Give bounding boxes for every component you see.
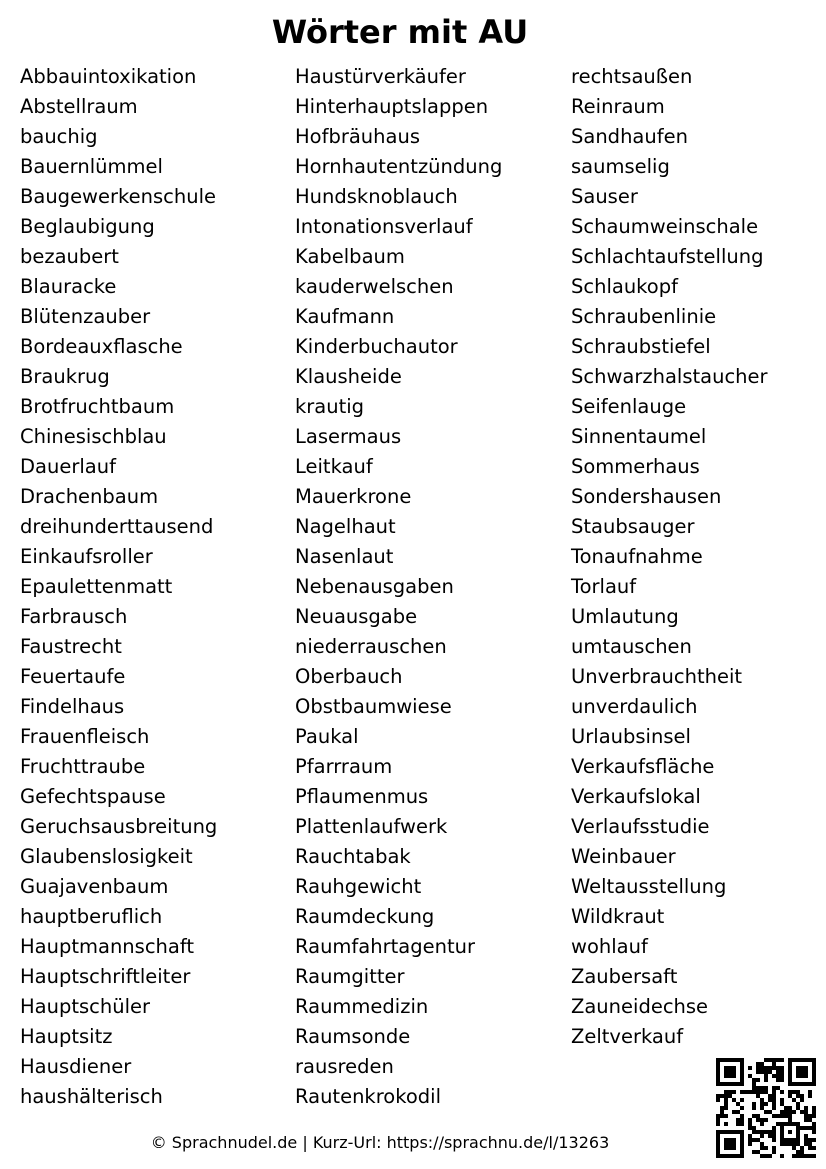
word-item: Verkaufsfläche [571,755,715,778]
word-item: Raumfahrtagentur [295,935,475,958]
word-item: Fruchttraube [20,755,146,778]
word-item: Sauser [571,185,638,208]
word-item: Hornhautentzündung [295,155,503,178]
word-item: Schwarzhalstaucher [571,365,768,388]
word-item: Abbauintoxikation [20,65,197,88]
word-item: Epaulettenmatt [20,575,173,598]
word-item: Frauenfleisch [20,725,150,748]
word-item: umtauschen [571,635,692,658]
word-item: Rautenkrokodil [295,1085,441,1108]
word-item: Pfarrraum [295,755,393,778]
word-item: Farbrausch [20,605,128,628]
word-item: Haustürverkäufer [295,65,466,88]
word-item: Zauneidechse [571,995,709,1018]
word-item: Braukrug [20,365,110,388]
word-item: Beglaubigung [20,215,155,238]
word-item: Bauernlümmel [20,155,163,178]
word-item: Leitkauf [295,455,373,478]
word-item: Tonaufnahme [571,545,703,568]
word-item: Zeltverkauf [571,1025,684,1048]
word-item: Hofbräuhaus [295,125,420,148]
word-item: Rauchtabak [295,845,411,868]
word-item: Blauracke [20,275,117,298]
word-item: Intonationsverlauf [295,215,473,238]
word-column-3 [571,62,826,1052]
word-item: Unverbrauchtheit [571,665,743,688]
word-item: krautig [295,395,365,418]
word-item: Verlaufsstudie [571,815,710,838]
word-item: Torlauf [571,575,637,598]
word-item: Zaubersaft [571,965,678,988]
word-item: Sommerhaus [571,455,700,478]
word-item: Kaufmann [295,305,395,328]
word-item: Klausheide [295,365,402,388]
word-item: Raumdeckung [295,905,435,928]
word-item: Hauptsitz [20,1025,113,1048]
word-item: Drachenbaum [20,485,159,508]
word-item: Geruchsausbreitung [20,815,218,838]
word-item: Neuausgabe [295,605,418,628]
word-item: dreihunderttausend [20,515,214,538]
word-item: Einkaufsroller [20,545,153,568]
word-item: Glaubenslosigkeit [20,845,193,868]
word-item: Schlachtaufstellung [571,245,764,268]
word-item: Findelhaus [20,695,125,718]
word-item: Abstellraum [20,95,138,118]
word-item: Staubsauger [571,515,695,538]
word-item: Sandhaufen [571,125,688,148]
word-item: bezaubert [20,245,119,268]
word-item: Schlaukopf [571,275,678,298]
word-item: Hundsknoblauch [295,185,458,208]
word-item: hauptberuflich [20,905,163,928]
word-item: Urlaubsinsel [571,725,691,748]
word-item: Feuertaufe [20,665,126,688]
word-item: Weinbauer [571,845,676,868]
word-item: unverdaulich [571,695,698,718]
word-item: Wildkraut [571,905,665,928]
word-item: Chinesischblau [20,425,167,448]
word-item: Obstbaumwiese [295,695,452,718]
word-item: Pflaumenmus [295,785,429,808]
word-item: Brotfruchtbaum [20,395,175,418]
word-item: kauderwelschen [295,275,454,298]
word-item: saumselig [571,155,670,178]
word-item: Paukal [295,725,359,748]
word-item: Raumgitter [295,965,405,988]
word-item: Blütenzauber [20,305,151,328]
word-item: rausreden [295,1055,394,1078]
word-item: Hauptschriftleiter [20,965,191,988]
word-item: Weltausstellung [571,875,727,898]
word-item: Dauerlauf [20,455,116,478]
word-item: Schraubenlinie [571,305,717,328]
word-item: Sinnentaumel [571,425,707,448]
word-item: Nasenlaut [295,545,394,568]
word-item: Nebenausgaben [295,575,454,598]
word-item: Gefechtspause [20,785,166,808]
word-column-2 [295,62,565,1112]
word-item: Schraubstiefel [571,335,711,358]
word-item: Guajavenbaum [20,875,169,898]
word-item: Lasermaus [295,425,402,448]
word-item: Hauptmannschaft [20,935,195,958]
word-item: rechtsaußen [571,65,693,88]
word-item: niederrauschen [295,635,447,658]
word-item: Hausdiener [20,1055,132,1078]
word-column-1 [20,62,290,1112]
footer-credit[interactable]: © Sprachnudel.de | Kurz-Url: https://sprachnu.de/l/13263 [150,1133,610,1152]
word-item: Rauhgewicht [295,875,422,898]
word-item: Hauptschüler [20,995,151,1018]
word-item: wohlauf [571,935,648,958]
word-item: Bordeauxflasche [20,335,183,358]
word-item: Baugewerkenschule [20,185,216,208]
word-item: Umlautung [571,605,679,628]
word-item: Plattenlaufwerk [295,815,448,838]
word-item: Kabelbaum [295,245,405,268]
word-item: bauchig [20,125,98,148]
word-item: Seifenlauge [571,395,687,418]
word-item: Faustrecht [20,635,122,658]
word-item: Raummedizin [295,995,429,1018]
word-item: Nagelhaut [295,515,396,538]
word-item: Mauerkrone [295,485,412,508]
word-item: Verkaufslokal [571,785,701,808]
word-item: Oberbauch [295,665,403,688]
word-item: Raumsonde [295,1025,411,1048]
word-item: Kinderbuchautor [295,335,458,358]
word-item: Reinraum [571,95,665,118]
qr-code-icon[interactable] [716,1058,816,1158]
word-item: haushälterisch [20,1085,163,1108]
word-item: Hinterhauptslappen [295,95,489,118]
page-title: Wörter mit AU [271,13,529,51]
word-item: Sondershausen [571,485,722,508]
word-item: Schaumweinschale [571,215,759,238]
